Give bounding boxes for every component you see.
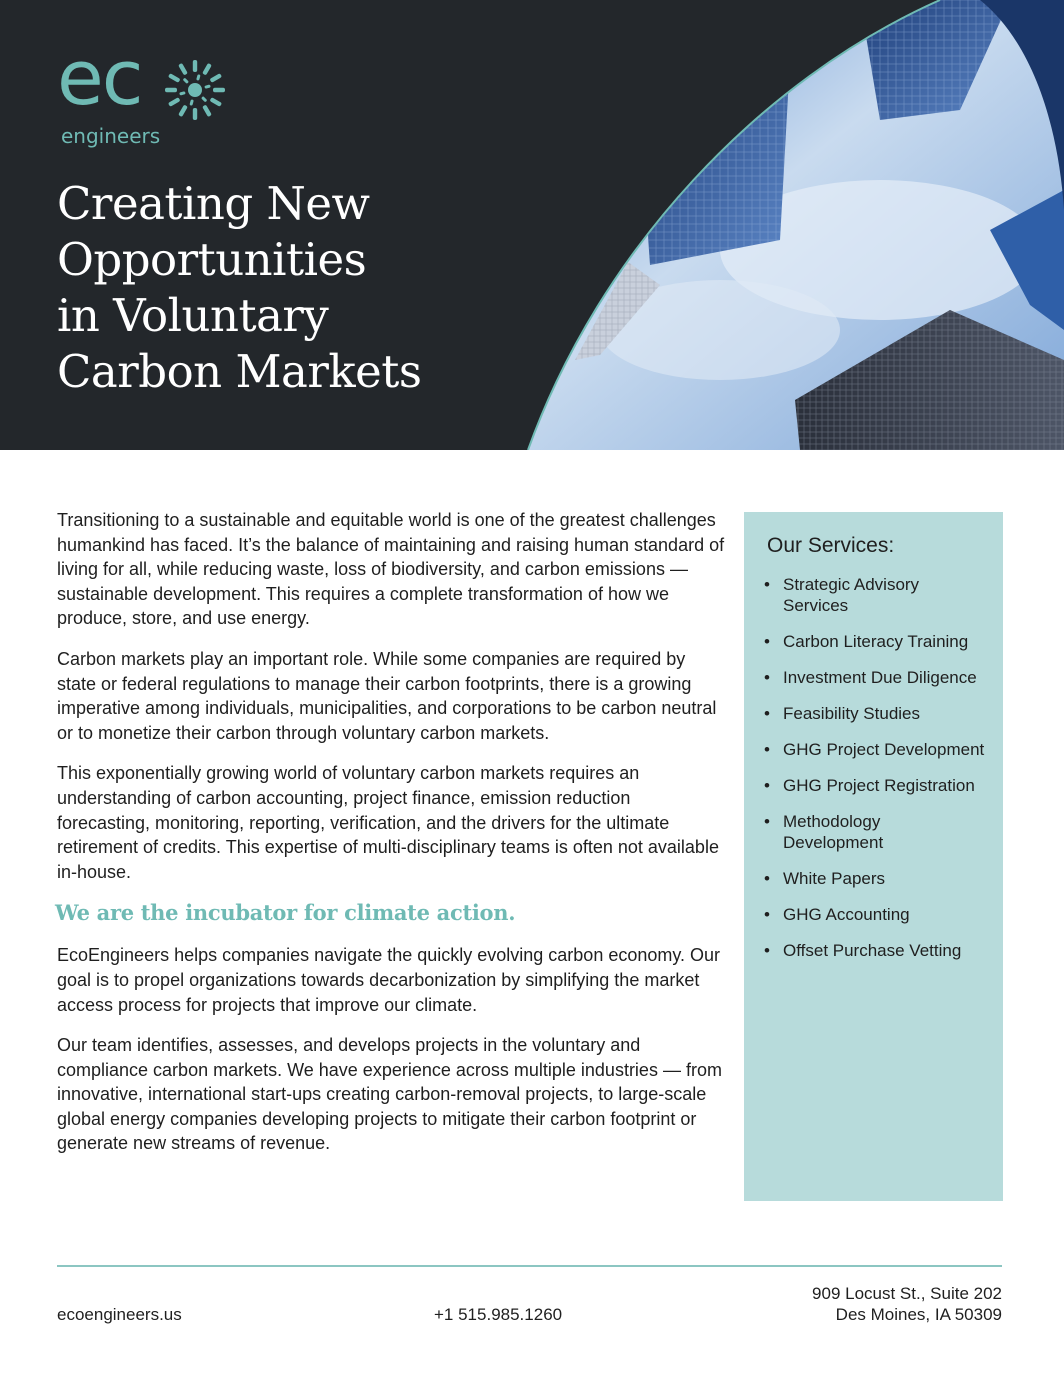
services-heading: Our Services: xyxy=(767,534,895,557)
service-item: • Offset Purchase Vetting xyxy=(767,940,985,961)
intro-paragraph: Transitioning to a sustainable and equitable world is one of the greatest challenges humankind has faced. It’s the balance of maintaining and raising human standard of living for all, while reducing waste, loss of biodiversity, and carbon emissions — sustainable development. This requires a complete transformation of how we produce, store, and use energy. xyxy=(57,510,725,629)
phone-number[interactable]: +1 515.985.1260 xyxy=(434,1305,563,1324)
address xyxy=(812,1283,1002,1325)
carbon-markets-paragraph: Carbon markets play an important role. While some companies are required by state or federal regulations to manage their carbon footprints, there is a growing imperative among individuals, municipalities, and corporations to be carbon neutral or to monetize their carbon through voluntary carbon markets. xyxy=(57,648,717,743)
title-line: Carbon Markets xyxy=(57,345,422,398)
logo-subtitle: engineers xyxy=(61,124,161,148)
services-panel xyxy=(744,512,1003,1201)
address-line: Des Moines, IA 50309 xyxy=(835,1305,1002,1324)
title-line: Opportunities xyxy=(57,233,367,286)
service-item: • Investment Due Diligence xyxy=(767,667,985,688)
service-item: • GHG Project Registration xyxy=(767,775,985,796)
eco-engineers-logo xyxy=(57,33,257,154)
team-paragraph: Our team identifies, assesses, and develops projects in the voluntary and compliance carbon markets. We have experience across multiple industries — from innovative, international start-ups creating carbon-removal projects, to large-scale global energy companies developing projects to mitigate their carbon footprint or generate new streams of revenue. xyxy=(57,1035,722,1154)
service-item: • White Papers xyxy=(767,868,985,889)
main-content xyxy=(57,508,727,1172)
company-paragraph: EcoEngineers helps companies navigate the quickly evolving carbon economy. Our goal is to propel organizations towards decarbonization by simplifying the market access process for projects that improve our climate. xyxy=(57,945,721,1015)
service-item: • Strategic Advisory Services xyxy=(767,574,985,616)
title-line: in Voluntary xyxy=(57,289,329,342)
expertise-paragraph: This exponentially growing world of voluntary carbon markets requires an understanding of carbon accounting, project finance, emission reduction forecasting, monitoring, reporting, verification, and the drivers for the ultimate retirement of credits. This expertise of multi-disciplinary teams is often not available in-house. xyxy=(57,763,719,882)
page-title xyxy=(57,176,477,400)
logo-wordmark: ec xyxy=(57,33,142,122)
service-item: • GHG Accounting xyxy=(767,904,985,925)
title-line: Creating New xyxy=(57,177,370,230)
footer-divider xyxy=(57,1265,1002,1267)
address-line: 909 Locust St., Suite 202 xyxy=(812,1284,1002,1303)
website-link[interactable]: ecoengineers.us xyxy=(57,1305,182,1324)
service-item: • Methodology Development xyxy=(767,811,985,853)
header-banner xyxy=(0,0,1064,450)
tagline: We are the incubator for climate action. xyxy=(55,900,516,926)
services-list xyxy=(767,574,985,961)
service-item: • Feasibility Studies xyxy=(767,703,985,724)
service-item: • GHG Project Development xyxy=(767,739,985,760)
service-item: • Carbon Literacy Training xyxy=(767,631,985,652)
sun-icon xyxy=(163,58,227,122)
